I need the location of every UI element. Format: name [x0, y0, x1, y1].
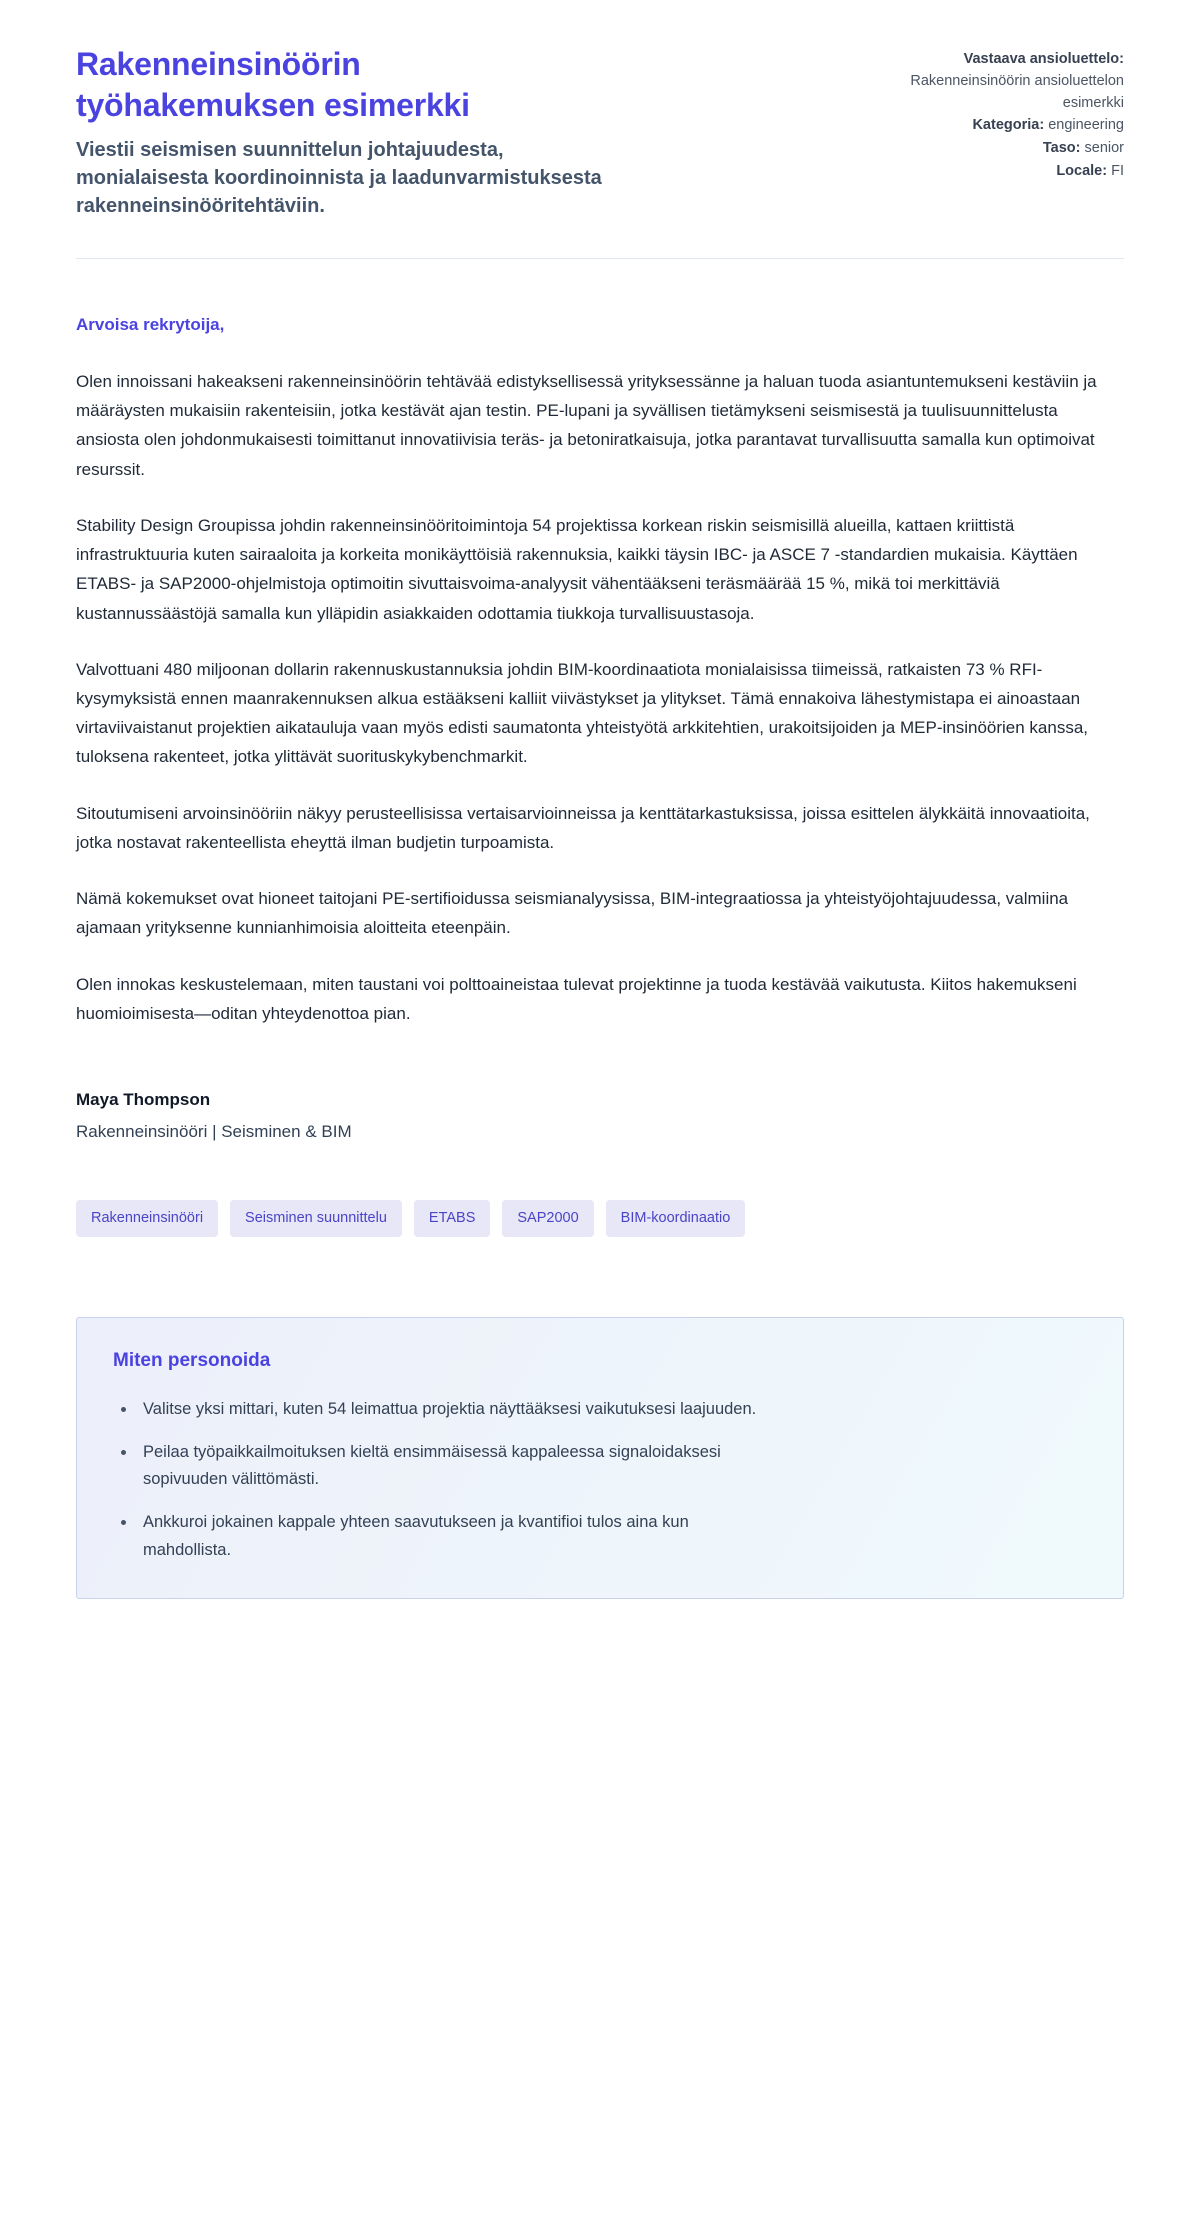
signature-role: Rakenneinsinööri | Seisminen & BIM — [76, 1122, 352, 1142]
tag-chip: Seisminen suunnittelu — [230, 1200, 402, 1237]
page-header — [76, 44, 1124, 220]
tag-chip: ETABS — [414, 1200, 490, 1237]
level-label: Taso: — [1042, 140, 1081, 156]
page-subtitle: Viestii seismisen suunnittelun johtajuudesta, monialaisesta koordinoinnista ja laadunvarmistuksesta rakenneinsinööritehtäviin. — [76, 138, 602, 217]
locale-value: FI — [1111, 162, 1124, 179]
letter-paragraph: Valvottuani 480 miljoonan dollarin rakennuskustannuksia johdin BIM-koordinaatiota monialaisissa tiimeissä, ratkaisten 73 % RFI-kysymyksistä ennen maanrakennuksen alkua estääkseni kalliit viivästykset ja ylitykset. Tämä ennakoiva lähestymistapa ei ainoastaan virtaviivaistanut projektien aikatauluja vaan myös edisti saumatonta yhteistyötä arkkitehtien, urakoitsijoiden ja MEP-insinöörien kanssa, tuloksena rakenteet, jotka ylittävät suorituskykybenchmarkit. — [76, 659, 1089, 767]
letter-paragraph: Olen innokas keskustelemaan, miten taustani voi polttoaineistaa tulevat projektinne ja tuoda kestävää vaikutusta. Kiitos hakemukseni huomioimisesta—oditan yhteydenottoa pian. — [76, 974, 1077, 1023]
tips-heading: Miten personoida — [113, 1349, 271, 1371]
signature-name: Maya Thompson — [76, 1090, 211, 1110]
tips-list — [113, 1396, 1087, 1564]
tag-chip: SAP2000 — [502, 1200, 593, 1237]
tips-item: • Ankkuroi jokainen kappale yhteen saavutukseen ja kvantifioi tulos aina kun mahdollista. — [137, 1509, 777, 1563]
category-value: engineering — [1048, 117, 1124, 134]
category-row — [852, 115, 1124, 137]
related-resume-link[interactable]: Rakenneinsinöörin ansioluettelon esimerkki — [910, 72, 1124, 111]
category-label: Kategoria: — [972, 117, 1045, 134]
related-resume-label: Vastaava ansioluettelo: — [963, 51, 1124, 67]
header-divider — [76, 258, 1124, 259]
letter-greeting: Arvoisa rekrytoija, — [76, 314, 225, 334]
letter-paragraph: Sitoutumiseni arvoinsinööriin näkyy perusteellisissa vertaisarvioinneissa ja kenttätarkastuksissa, joissa esittelen älykkäitä innovaatioita, jotka nostavat rakenteellista eheyttä ilman budjetin turpoamista. — [76, 803, 1090, 852]
letter-paragraph: Stability Design Groupissa johdin rakenneinsinööritoimintoja 54 projektissa korkean riskin seismisillä alueilla, kattaen kriittistä infrastruktuuria kuten sairaaloita ja korkeita monikäyttöisiä rakennuksia, kaikki täysin IBC- ja ASCE 7 -standardien mukaisia. Käyttäen ETABS- ja SAP2000-ohjelmistoja optimoitin sivuttaisvoima-analyysit vähentääkseni teräsmäärää 15 %, mikä toi merkittäviä kustannussäästöjä samalla kun ylläpidin asiakkaiden odottamia tiukkoja turvallisuustasoja. — [76, 515, 1078, 623]
level-row — [852, 138, 1124, 160]
tips-item: • Valitse yksi mittari, kuten 54 leimattua projektia näyttääksesi vaikutuksesi laajuuden. — [137, 1396, 777, 1423]
content-container — [76, 0, 1124, 1665]
tips-box — [76, 1317, 1124, 1599]
tag-chip: Rakenneinsinööri — [76, 1200, 218, 1237]
page-title: Rakenneinsinöörin työhakemuksen esimerkki — [76, 46, 470, 123]
related-resume-label-row — [852, 49, 1124, 71]
letter-paragraph: Olen innoissani hakeakseni rakenneinsinöörin tehtävää edistyksellisessä yrityksessänne ja haluan tuoda asiantuntemukseni kestäviin ja määräysten mukaisiin rakenteisiin, jotka kestävät ajan testin. PE-lupani ja syvällisen tietämykseni seismisestä ja tuulisuunnittelusta ansiosta olen johdonmukaisesti toimittanut innovatiivisia teräs- ja betoniratkaisuja, jotka parantavat turvallisuutta samalla kun optimoivat resurssit. — [76, 371, 1097, 479]
locale-label: Locale: — [1056, 162, 1108, 179]
tag-chip: BIM-koordinaatio — [606, 1200, 746, 1237]
locale-row — [852, 161, 1124, 183]
header-meta — [852, 44, 1124, 183]
tips-item: • Peilaa työpaikkailmoituksen kieltä ensimmäisessä kappaleessa signaloidaksesi sopivuuden välittömästi. — [137, 1439, 777, 1493]
letter-paragraph: Nämä kokemukset ovat hioneet taitojani PE-sertifioidussa seismianalyysissa, BIM-integraatiossa ja yhteistyöjohtajuudessa, valmiina ajamaan yrityksenne kunnianhimoisia aloitteita eteenpäin. — [76, 889, 1069, 938]
tag-list — [76, 1200, 1124, 1237]
letter-body — [76, 315, 1124, 1142]
signature-block — [76, 1090, 1124, 1142]
level-value: senior — [1084, 140, 1124, 156]
letter-paragraphs — [76, 367, 1124, 1028]
header-title-block — [76, 44, 636, 220]
